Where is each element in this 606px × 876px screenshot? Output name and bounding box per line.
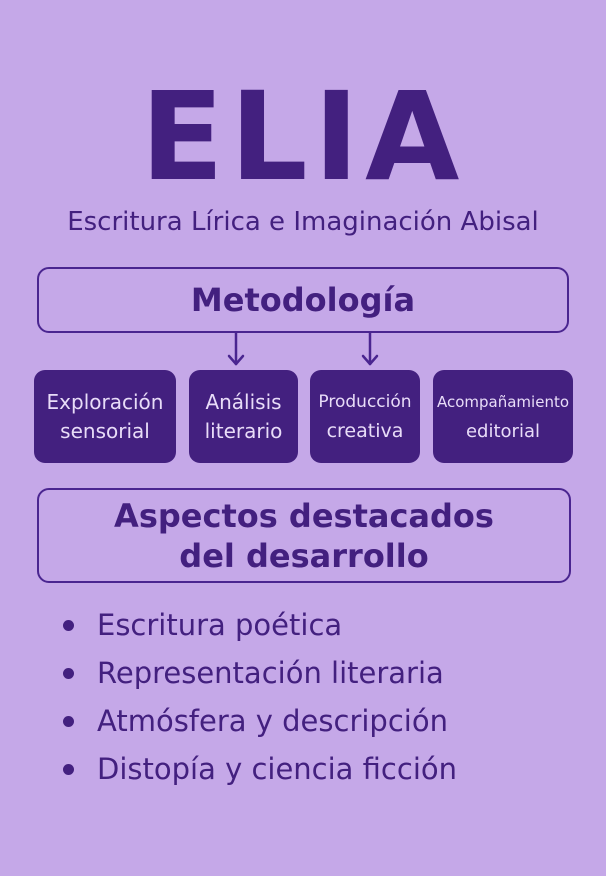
aspects-heading-line1: Aspectos destacados xyxy=(114,496,494,535)
list-item-text: Representación literaria xyxy=(97,656,444,690)
step-label-line1: Acompañamiento xyxy=(436,392,570,411)
step-label-line1: Exploración xyxy=(46,389,164,414)
list-item xyxy=(60,604,457,652)
list-item-text: Atmósfera y descripción xyxy=(97,704,448,738)
step-label-line2: sensorial xyxy=(60,418,150,443)
step-analisis-literario xyxy=(189,370,298,463)
aspects-heading-box xyxy=(37,488,571,583)
page-title: ELIA xyxy=(140,66,466,208)
bullet-dot-icon xyxy=(63,668,74,679)
methodology-heading: Metodología xyxy=(190,281,416,319)
bullet-dot-icon xyxy=(63,716,74,727)
step-exploracion-sensorial xyxy=(34,370,176,463)
list-item xyxy=(60,700,457,748)
arrow-to-analisis xyxy=(229,333,243,364)
aspects-list xyxy=(60,604,457,796)
step-label-line1: Análisis xyxy=(205,389,282,414)
step-label-line2: literario xyxy=(204,418,283,443)
arrow-to-produccion xyxy=(363,333,377,364)
step-produccion-creativa xyxy=(310,370,420,463)
list-item-text: Escritura poética xyxy=(97,608,343,642)
list-item-text: Distopía y ciencia ficción xyxy=(97,752,457,786)
step-label-line2: creativa xyxy=(326,419,404,442)
list-item xyxy=(60,748,457,796)
step-label-line1: Producción xyxy=(318,391,412,412)
page-subtitle: Escritura Lírica e Imaginación Abisal xyxy=(67,207,539,237)
step-acompanamiento-editorial xyxy=(433,370,573,463)
bullet-dot-icon xyxy=(63,620,74,631)
aspects-heading-line2: del desarrollo xyxy=(179,536,429,575)
list-item xyxy=(60,652,457,700)
step-label-line2: editorial xyxy=(465,420,540,442)
bullet-dot-icon xyxy=(63,764,74,775)
